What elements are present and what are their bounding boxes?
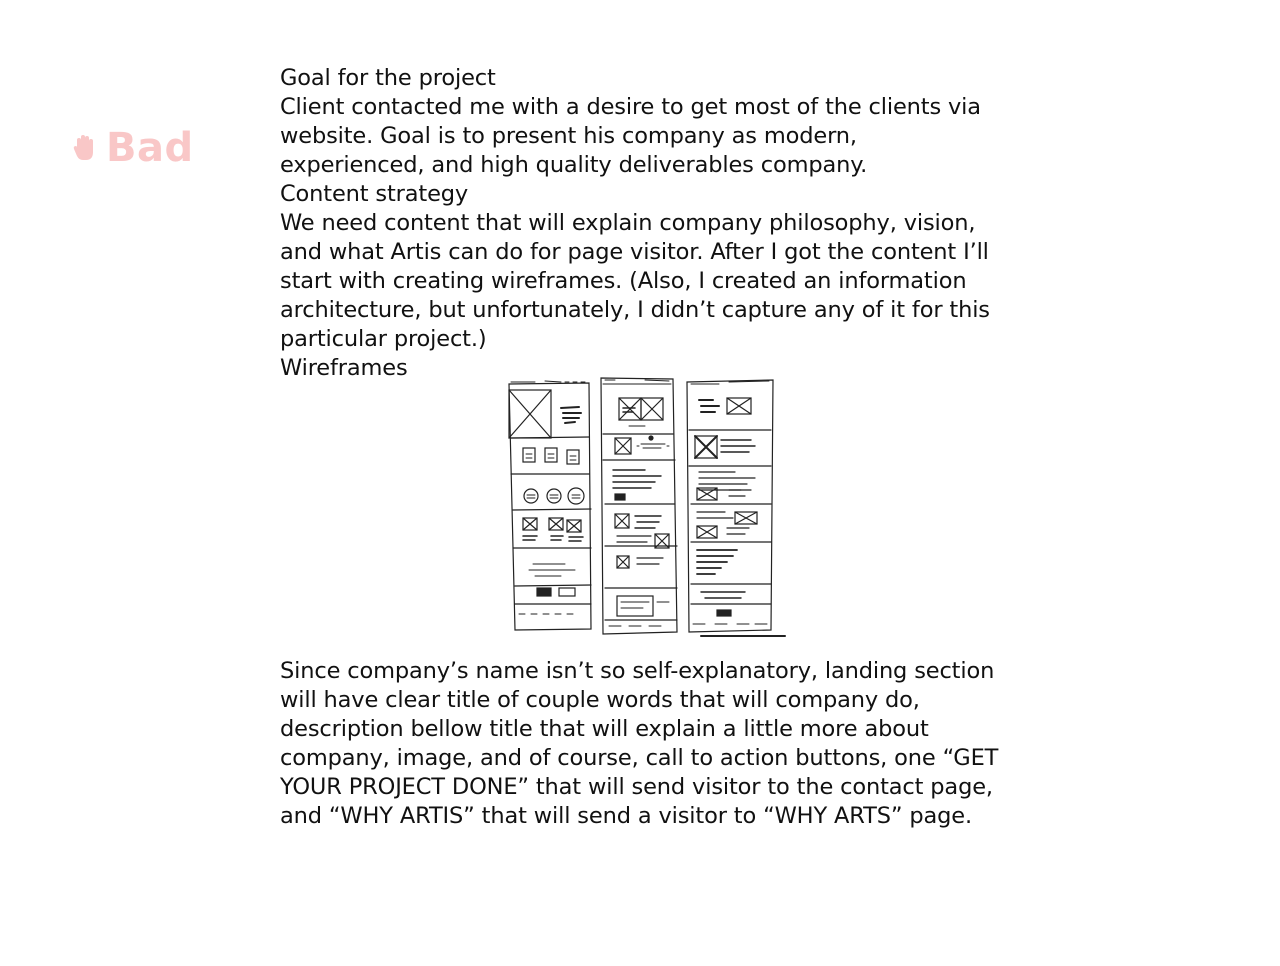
- wireframe-column-1: [509, 381, 591, 630]
- wireframes-heading: Wireframes: [280, 355, 408, 381]
- badge-label: Bad: [106, 125, 194, 171]
- content-strategy-heading: Content strategy: [280, 181, 469, 207]
- content-strategy-paragraph: We need content that will explain company philosophy, vision, and what Artis can do for page visitor. After I got the content I’ll start with creating wireframes. (Also, I created an information architecture, but unfortunately, I didn’t capture any of it for this particular project.): [280, 210, 990, 352]
- landing-section-description: [280, 657, 1000, 831]
- wireframe-column-2: [601, 378, 677, 634]
- goal-heading: Goal for the project: [280, 65, 496, 91]
- wireframe-column-3: [687, 380, 785, 636]
- bad-badge: [72, 124, 194, 172]
- wireframes-sketch-image: [505, 374, 790, 640]
- raised-hand-icon: [72, 133, 98, 163]
- goal-paragraph: Client contacted me with a desire to get most of the clients via website. Goal is to present his company as modern, experienced, and high quality deliverables company.: [280, 94, 981, 178]
- landing-paragraph: Since company’s name isn’t so self-explanatory, landing section will have clear title of couple words that will company do, description bellow title that will explain a little more about company, image, and of course, call to action buttons, one “GET YOUR PROJECT DONE” that will send visitor to the contact page, and “WHY ARTIS” that will send a visitor to “WHY ARTS” page.: [280, 658, 999, 829]
- article-body: [280, 64, 1000, 383]
